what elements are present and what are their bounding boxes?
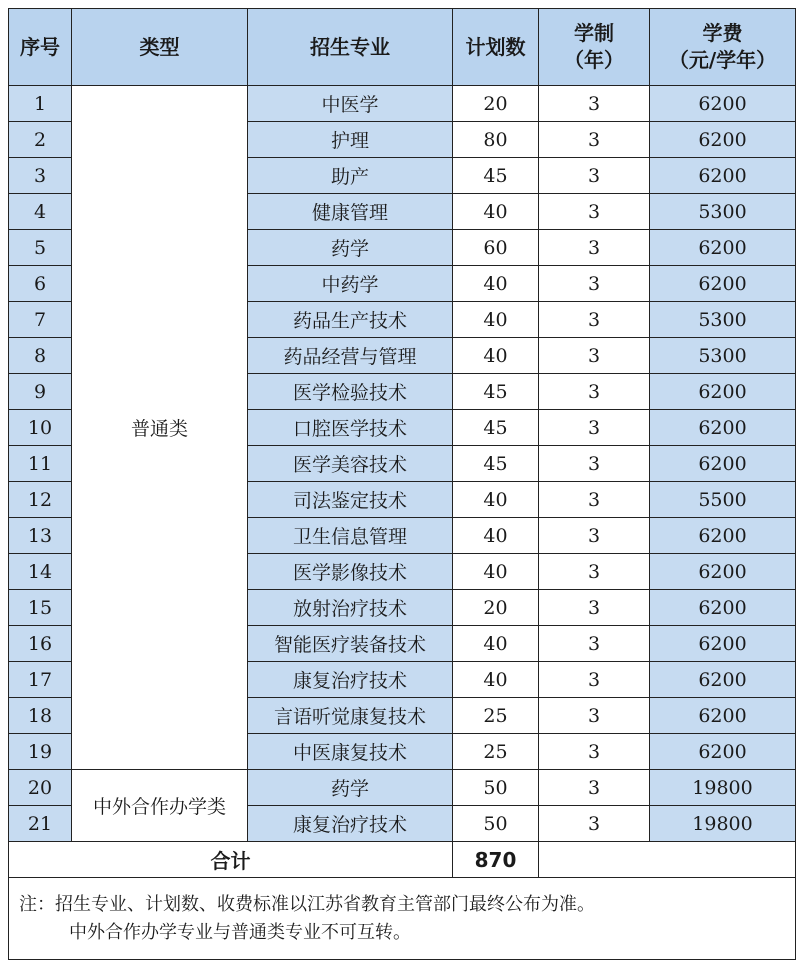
- header-row: [9, 9, 796, 86]
- row-plan: 40: [453, 302, 539, 338]
- row-fee: 6200: [650, 374, 796, 410]
- header-no: 序号: [9, 9, 72, 86]
- row-no: 11: [9, 446, 72, 482]
- row-fee: 19800: [650, 806, 796, 842]
- row-fee: 6200: [650, 626, 796, 662]
- row-fee: 6200: [650, 158, 796, 194]
- total-blank: [539, 842, 796, 878]
- row-years: 3: [539, 86, 650, 122]
- row-major: 言语听觉康复技术: [248, 698, 453, 734]
- header-years-line1: 学制: [574, 21, 614, 45]
- row-major: 药学: [248, 770, 453, 806]
- row-no: 1: [9, 86, 72, 122]
- row-plan: 50: [453, 806, 539, 842]
- row-years: 3: [539, 302, 650, 338]
- note-row: [9, 878, 796, 960]
- header-fee: [650, 9, 796, 86]
- note-line-1: 注：招生专业、计划数、收费标准以江苏省教育主管部门最终公布为准。: [19, 893, 595, 915]
- row-fee: 6200: [650, 410, 796, 446]
- row-years: 3: [539, 806, 650, 842]
- row-no: 15: [9, 590, 72, 626]
- enrollment-table: [8, 8, 796, 960]
- row-major: 口腔医学技术: [248, 410, 453, 446]
- row-years: 3: [539, 554, 650, 590]
- row-years: 3: [539, 374, 650, 410]
- row-plan: 40: [453, 554, 539, 590]
- row-fee: 6200: [650, 518, 796, 554]
- row-years: 3: [539, 482, 650, 518]
- row-major: 司法鉴定技术: [248, 482, 453, 518]
- row-no: 20: [9, 770, 72, 806]
- row-fee: 6200: [650, 734, 796, 770]
- row-major: 药品生产技术: [248, 302, 453, 338]
- row-years: 3: [539, 590, 650, 626]
- table-row: [9, 86, 796, 122]
- row-no: 19: [9, 734, 72, 770]
- row-major: 医学检验技术: [248, 374, 453, 410]
- row-years: 3: [539, 626, 650, 662]
- row-years: 3: [539, 338, 650, 374]
- row-type-general: 普通类: [72, 86, 248, 770]
- row-plan: 40: [453, 338, 539, 374]
- row-fee: 5500: [650, 482, 796, 518]
- row-type-coop: 中外合作办学类: [72, 770, 248, 842]
- row-plan: 40: [453, 626, 539, 662]
- row-plan: 45: [453, 410, 539, 446]
- row-major: 智能医疗装备技术: [248, 626, 453, 662]
- row-no: 17: [9, 662, 72, 698]
- row-plan: 40: [453, 482, 539, 518]
- row-no: 4: [9, 194, 72, 230]
- row-plan: 45: [453, 374, 539, 410]
- row-major: 康复治疗技术: [248, 806, 453, 842]
- row-years: 3: [539, 662, 650, 698]
- row-years: 3: [539, 122, 650, 158]
- row-no: 21: [9, 806, 72, 842]
- row-fee: 6200: [650, 590, 796, 626]
- header-major: 招生专业: [248, 9, 453, 86]
- row-major: 卫生信息管理: [248, 518, 453, 554]
- row-fee: 5300: [650, 338, 796, 374]
- row-major: 健康管理: [248, 194, 453, 230]
- header-type: 类型: [72, 9, 248, 86]
- header-years-line2: （年）: [564, 48, 624, 72]
- row-years: 3: [539, 518, 650, 554]
- row-plan: 20: [453, 590, 539, 626]
- total-row: [9, 842, 796, 878]
- row-plan: 20: [453, 86, 539, 122]
- header-plan: 计划数: [453, 9, 539, 86]
- row-years: 3: [539, 266, 650, 302]
- row-fee: 5300: [650, 194, 796, 230]
- row-years: 3: [539, 230, 650, 266]
- row-fee: 6200: [650, 86, 796, 122]
- row-no: 9: [9, 374, 72, 410]
- row-major: 助产: [248, 158, 453, 194]
- row-fee: 6200: [650, 662, 796, 698]
- row-years: 3: [539, 446, 650, 482]
- row-no: 12: [9, 482, 72, 518]
- header-fee-line2: （元/学年）: [668, 48, 777, 72]
- row-plan: 40: [453, 662, 539, 698]
- row-no: 14: [9, 554, 72, 590]
- header-years: [539, 9, 650, 86]
- row-years: 3: [539, 194, 650, 230]
- row-no: 8: [9, 338, 72, 374]
- table-body: [9, 86, 796, 960]
- row-major: 医学影像技术: [248, 554, 453, 590]
- row-fee: 6200: [650, 446, 796, 482]
- row-plan: 40: [453, 266, 539, 302]
- row-years: 3: [539, 410, 650, 446]
- row-major: 药品经营与管理: [248, 338, 453, 374]
- row-plan: 40: [453, 518, 539, 554]
- row-major: 中医学: [248, 86, 453, 122]
- row-major: 中药学: [248, 266, 453, 302]
- row-years: 3: [539, 770, 650, 806]
- row-fee: 6200: [650, 554, 796, 590]
- row-plan: 40: [453, 194, 539, 230]
- row-years: 3: [539, 158, 650, 194]
- row-plan: 50: [453, 770, 539, 806]
- row-no: 16: [9, 626, 72, 662]
- row-plan: 45: [453, 446, 539, 482]
- total-label: 合计: [9, 842, 453, 878]
- note-cell: [9, 878, 796, 960]
- row-no: 6: [9, 266, 72, 302]
- total-plan: 870: [453, 842, 539, 878]
- row-no: 2: [9, 122, 72, 158]
- row-plan: 80: [453, 122, 539, 158]
- row-major: 康复治疗技术: [248, 662, 453, 698]
- row-fee: 6200: [650, 698, 796, 734]
- row-fee: 6200: [650, 266, 796, 302]
- table-row: [9, 770, 796, 806]
- row-major: 药学: [248, 230, 453, 266]
- row-no: 13: [9, 518, 72, 554]
- row-major: 护理: [248, 122, 453, 158]
- row-fee: 19800: [650, 770, 796, 806]
- row-no: 18: [9, 698, 72, 734]
- row-no: 3: [9, 158, 72, 194]
- row-major: 放射治疗技术: [248, 590, 453, 626]
- row-no: 10: [9, 410, 72, 446]
- note-line-2: 中外合作办学专业与普通类专业不可互转。: [69, 921, 411, 943]
- row-plan: 60: [453, 230, 539, 266]
- row-years: 3: [539, 734, 650, 770]
- row-plan: 25: [453, 698, 539, 734]
- row-fee: 5300: [650, 302, 796, 338]
- row-major: 医学美容技术: [248, 446, 453, 482]
- row-years: 3: [539, 698, 650, 734]
- row-fee: 6200: [650, 122, 796, 158]
- row-major: 中医康复技术: [248, 734, 453, 770]
- row-no: 7: [9, 302, 72, 338]
- row-fee: 6200: [650, 230, 796, 266]
- row-plan: 25: [453, 734, 539, 770]
- row-plan: 45: [453, 158, 539, 194]
- row-no: 5: [9, 230, 72, 266]
- header-fee-line1: 学费: [702, 21, 743, 45]
